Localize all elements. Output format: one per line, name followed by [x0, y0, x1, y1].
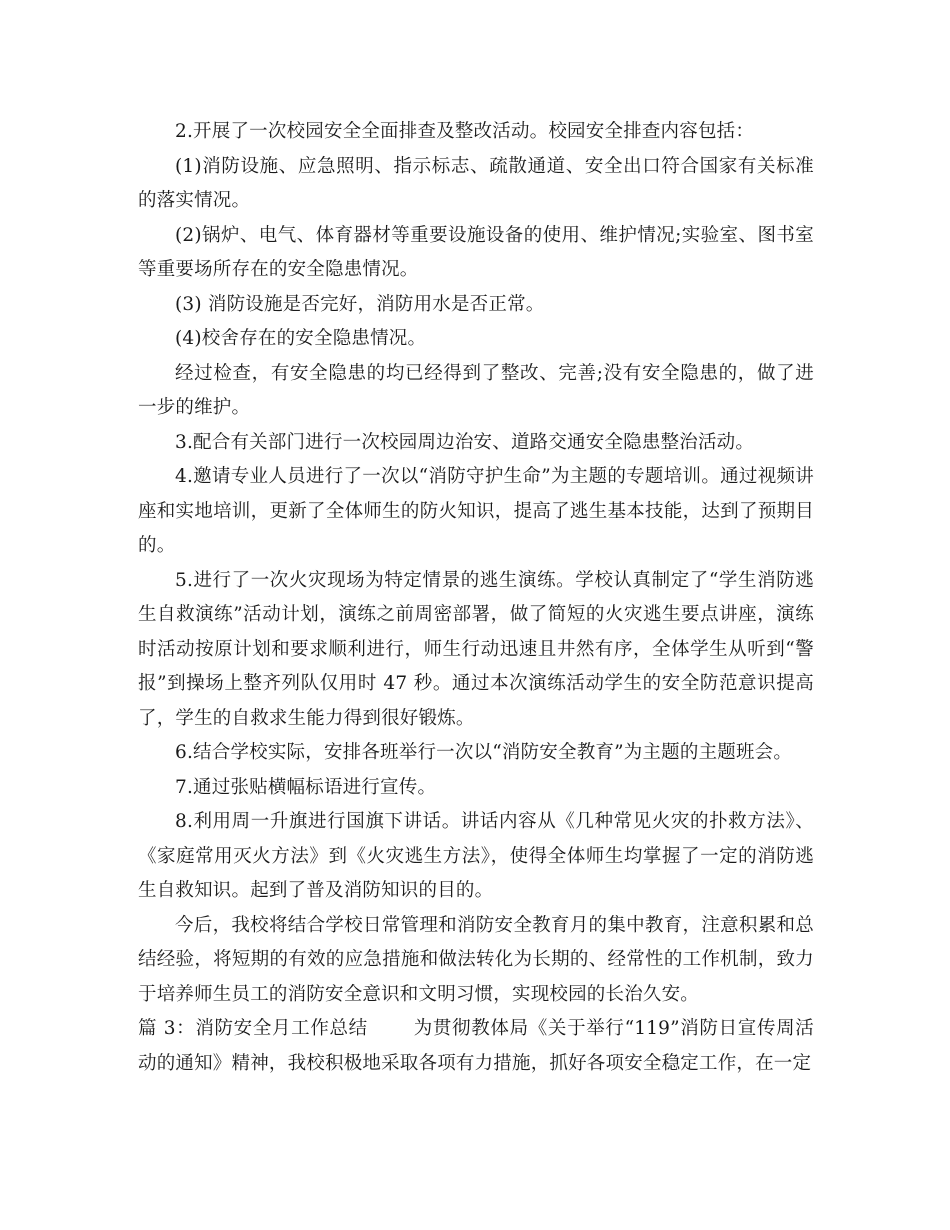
section-heading: 篇 3：消防安全月工作总结: [138, 1018, 368, 1039]
paragraph-item-4-training: 4.邀请专业人员进行了一次以“消防守护生命”为主题的专题培训。通过视频讲座和实地培训，更新了全体师生的防火知识，提高了逃生基本技能，达到了预期目的。: [138, 466, 814, 556]
paragraph-subitem-1-fire-facilities: (1)消防设施、应急照明、指示标志、疏散通道、安全出口符合国家有关标准的落实情况。: [138, 155, 814, 211]
paragraph-item-8-flag-speech: 8.利用周一升旗进行国旗下讲话。讲话内容从《几种常见火灾的扑救方法》、《家庭常用灭火方法》到《火灾逃生方法》，使得全体师生均掌握了一定的消防逃生自救知识。起到了普及消防知识的目的。: [138, 811, 814, 901]
paragraph-item-7-banners: 7.通过张贴横幅标语进行宣传。: [175, 776, 437, 798]
paragraph-item-5-drill: 5.进行了一次火灾现场为特定情景的逃生演练。学校认真制定了“学生消防逃生自救演练”活动计划，演练之前周密部署，做了简短的火灾逃生要点讲座，演练时活动按原计划和要求顺利进行，师生行动迅速且井然有序，全体学生从听到“警报”到操场上整齐列队仅用时 47 秒。通过本次演练活动学生的安全防范意识提高了，学生的自救求生能力得到很好锻炼。: [138, 569, 814, 729]
paragraph-future-plan: 今后，我校将结合学校日常管理和消防安全教育月的集中教育，注意积累和总结经验，将短期的有效的应急措施和做法转化为长期的、经常性的工作机制，致力于培养师生员工的消防安全意识和文明习惯，实现校园的长治久安。: [138, 914, 814, 1005]
document-page: [138, 115, 814, 1081]
paragraph-subitem-2-equipment: (2)锅炉、电气、体育器材等重要设施设备的使用、维护情况;实验室、图书室等重要场所存在的安全隐患情况。: [138, 224, 814, 280]
paragraph-item-3-surroundings: 3.配合有关部门进行一次校园周边治安、道路交通安全隐患整治活动。: [175, 431, 755, 453]
paragraph-item-6-class-meeting: 6.结合学校实际，安排各班举行一次以“消防安全教育”为主题的主题班会。: [175, 742, 793, 763]
paragraph-subitem-4-school-buildings: (4)校舍存在的安全隐患情况。: [175, 328, 427, 349]
paragraph-subitem-3-fire-water: (3) 消防设施是否完好，消防用水是否正常。: [175, 293, 545, 315]
section-3-paragraph: [138, 1012, 814, 1081]
paragraph-item-2-campus-inspection: 2.开展了一次校园安全全面排查及整改活动。校园安全排查内容包括：: [175, 121, 755, 142]
section-body: 为贯彻教体局《关于举行“119”消防日宣传周活动的通知》精神，我校积极地采取各项有力措施，抓好各项安全稳定工作，在一定: [138, 1018, 814, 1074]
paragraph-inspection-result: 经过检查，有安全隐患的均已经得到了整改、完善;没有安全隐患的，做了进一步的维护。: [138, 362, 814, 418]
